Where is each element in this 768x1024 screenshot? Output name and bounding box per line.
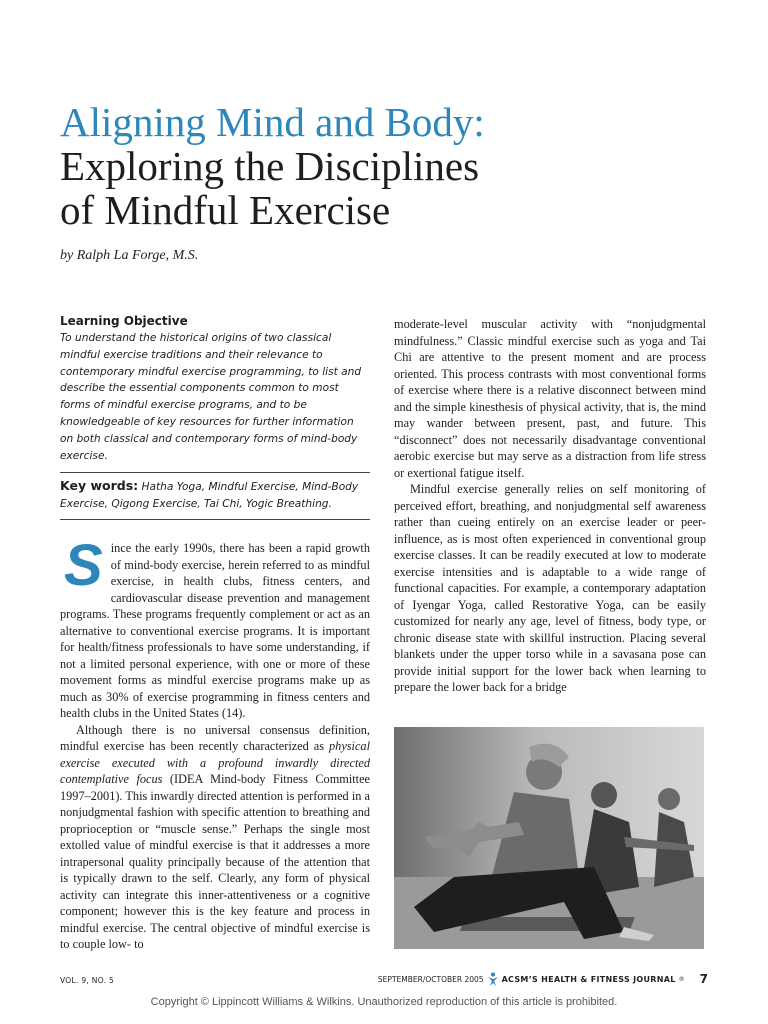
left-column — [60, 314, 370, 953]
footer-journal-name: ACSM’S HEALTH & FITNESS JOURNAL — [501, 974, 676, 984]
copyright-notice: Copyright © Lippincott Williams & Wilkins. Unauthorized reproduction of this article is prohibited. — [150, 996, 618, 1008]
registered-mark: ® — [678, 975, 685, 983]
footer-journal-info — [378, 972, 708, 986]
article-title — [60, 100, 720, 232]
keywords-text: Hatha Yoga, Mindful Exercise, Mind-Body Exercise, Qigong Exercise, Tai Chi, Yogic Breathing. — [60, 481, 359, 511]
keywords — [60, 473, 370, 519]
body-paragraph-1 — [60, 533, 370, 722]
learning-objective-heading: Learning Objective — [60, 314, 188, 328]
title-line-2: Exploring the Disciplines — [60, 143, 480, 189]
body-paragraph-4: Mindful exercise generally relies on self monitoring of perceived effort, breathing, and nonjudgmental self awareness rather than cueing entirely on an exercise leader or peer-influence, as is most often experienced in conventional group exercise classes. It can be readily executed at low to moderate exercise intensities and is adaptable to a wide range of functional capacities. For example, a contemporary adaptation of Iyengar Yoga, called Restorative Yoga, can be easily customized for nearly any age, level of fitness, body type, or chronic disease state with skillful instruction. Placing several blankets under the upper torso while in a savasana pose can provide initial support for the lower back when learning to prepare the lower back for a bridge — [394, 482, 706, 694]
yoga-class-photo — [394, 727, 704, 949]
divider — [60, 519, 370, 520]
paragraph-1-text: ince the early 1990s, there has been a rapid growth of mind-body exercise, herein referred to as mindful exercise, in health clubs, fitness centers, and cardiovascular disease prevention and management programs. These programs frequently complement or act as an alternative to conventional exercise programs. It is important for health/fitness professionals to have some understanding, if not a limited personal experience, with one or more of these movement forms as mindful exercise programs make up as much as 30% of exercise programming in fitness centers and health clubs in the United States (14). — [60, 541, 370, 721]
byline: by Ralph La Forge, M.S. — [60, 248, 199, 263]
paragraph-2-end: (IDEA Mind-body Fitness Committee 1997–2001). This inwardly directed attention is performed in a nonjudgmental fashion with specific attention to breathing and proprioception or “muscle sense.” Perhaps the single most extolled value of mindful exercise is that it addresses a more intrapersonal quality principally because of the attention that is typically drawn to the self. Clearly, any form of physical activity can integrate this inner-attentiveness or a cognitive component; however this is the key feature and process in mindful exercise. The central objective of mindful exercise is to couple low- to — [60, 772, 370, 952]
right-column — [394, 316, 706, 696]
body-paragraph-2 — [60, 722, 370, 953]
photo-illustration — [394, 727, 704, 949]
keywords-label: Key words: — [60, 478, 139, 494]
footer-volume: VOL. 9, NO. 5 — [60, 976, 115, 985]
acsm-logo-icon — [487, 972, 499, 986]
drop-cap: S — [64, 533, 103, 599]
title-line-1: Aligning Mind and Body: — [60, 99, 485, 145]
paragraph-2-italic: physical exercise executed with a profound inwardly directed contemplative focus — [60, 739, 370, 787]
page-number: 7 — [699, 972, 708, 986]
paragraph-2-start: Although there is no universal consensus definition, mindful exercise has been recently characterized as — [60, 722, 370, 754]
footer-issue-date: SEPTEMBER/OCTOBER 2005 — [377, 974, 484, 984]
title-line-3: of Mindful Exercise — [60, 187, 391, 233]
learning-objective-text: To understand the historical origins of two classical mindful exercise traditions and their relevance to contemporary mindful exercise programming, to list and describe the essential components common to most forms of mindful exercise programs, and to be knowledgeable of key resources for further information on both classical and contemporary forms of mind-body exercise. — [60, 332, 362, 462]
body-paragraph-3: moderate-level muscular activity with “nonjudgmental mindfulness.” Classic mindful exercise such as yoga and Tai Chi are attentive to the present moment and are process oriented. This process contrasts with most conventional forms of exercise where there is a relative disconnect between mind and the simple kinesthesis of physical activity, that is, the mind may wander between present, past, and future. This “disconnect” does not necessarily disadvantage conventional aerobic exercise but may serve as a distraction from life stress or exertional fatigue itself. — [394, 317, 706, 480]
